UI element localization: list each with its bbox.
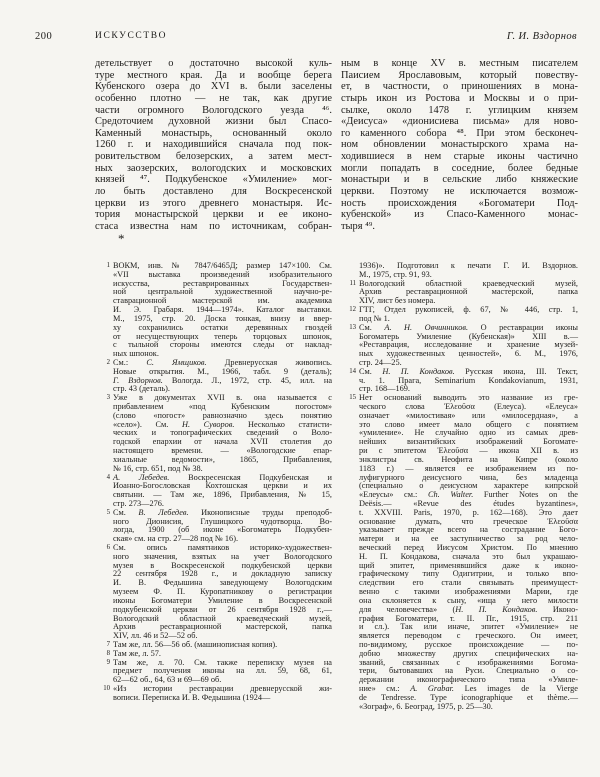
text-line: стаса известна нам по источникам, собран- <box>95 220 332 232</box>
text-line: ри с эпитетом Ἐλεοῦσα — икона XII в. из <box>359 446 578 456</box>
text-line: Там же, лл. 56—56 об. (машинописная копия). <box>113 639 278 649</box>
text-line: de Tendresse. Type iconographique et thème.— <box>359 692 578 702</box>
text-line: ГТГ, Отдел рукописей, ф. 67, № 446, стр. 1, <box>359 305 578 315</box>
footnote-number: 9 <box>106 658 110 666</box>
text-line: является переводом с греческого. Он имеет, <box>359 631 578 641</box>
text-line: матери и на ее заступничество за род чело- <box>359 534 578 544</box>
text-line: детельствует о достаточно высокой куль- <box>95 58 332 69</box>
text-line: и сл.). Так или иначе, эпитет «Умиление» не <box>359 622 578 632</box>
text-line: Новые открытия. М., 1966, табл. 9 (деталь); <box>113 366 332 376</box>
text-line: особенно плотно — не так, как другие <box>95 92 332 104</box>
text-line: XIV, лл. 46 и 52—52 об. <box>113 631 198 641</box>
text-line: ного значения, взятых на учет Вологодского <box>113 551 332 561</box>
text-line: держании иконографического типа «Умиле- <box>359 675 578 685</box>
footnote <box>341 280 578 306</box>
footnote <box>341 306 578 324</box>
footnote <box>95 509 332 544</box>
footnote <box>341 324 578 368</box>
text-line: Нет оснований выводить это название из гре- <box>359 393 578 403</box>
text-line: См. А. Н. Овчинников. О реставрации иконы <box>359 322 579 332</box>
text-line: стырь икон из Ростова и Москвы и о при- <box>341 92 578 104</box>
text-line: ходившиеся в нем старые иконы частично <box>341 151 578 163</box>
text-line: ность происхождения «Богоматери Под- <box>341 197 578 209</box>
text-line: «Деисуса» «дионисиева письма» для ново- <box>341 116 578 128</box>
footnote-number: 11 <box>349 279 356 287</box>
text-line: следствии его стали связывать преимущест- <box>359 578 578 588</box>
footnote <box>95 659 332 685</box>
text-line: Г. Вздорнов. Вологда. Л., 1972, стр. 45, илл. на <box>113 375 333 385</box>
text-line: Там же, л. 57. <box>113 648 161 658</box>
text-line: Каменный монастырь, основанный около <box>95 127 332 139</box>
footnote <box>95 359 332 394</box>
text-line: монастыри и в сельские либо княжеские <box>341 174 578 186</box>
text-line: с тыльной стороны имеются следы от наклад- <box>113 340 332 350</box>
text-line: Deësis.— «Revue des études byzantines», <box>359 498 578 508</box>
footnote-number: 15 <box>349 394 356 402</box>
text-line: го каменного собора ⁴⁸. При этом бесконеч- <box>341 127 578 139</box>
text-line: святыни. — Там же, 1896, Прибавления, № 15, <box>113 490 332 500</box>
text-line: 22 сентября 1928 г., и докладную записку <box>113 569 332 579</box>
footnote-number: 6 <box>106 544 110 551</box>
text-line: по-видимому, русское происхождение — по- <box>359 639 578 649</box>
text-line: искусства, реставрированных Государствен- <box>113 278 332 288</box>
footnote <box>95 474 332 509</box>
text-line: ние» см.: A. Grabar. Les images de la Vierge <box>359 684 578 693</box>
text-line: «Из истории реставрации древнерусской жи- <box>113 684 332 693</box>
text-line: Там же, л. 70. См. также переписку музея на <box>113 657 332 667</box>
text-line: 62—62 об., 64, 63 и 69—69 об. <box>113 675 222 685</box>
footnote-number: 8 <box>106 649 110 657</box>
text-line: ло быть доставлено для Воскресенской <box>95 186 332 198</box>
text-line: энклистры св. Неофита на Кипре (около <box>359 454 578 464</box>
text-line: части огромного Вологодского уезда ⁴⁶. <box>95 104 332 116</box>
main-text-left-column <box>95 58 332 233</box>
text-line: могли попадать в соседние, более бедные <box>341 162 578 174</box>
text-line: Н. П. Кондакова, сначала это был украшаю- <box>359 551 578 561</box>
text-line: луфигурного деисусного чина, без младенца <box>359 472 578 482</box>
footnote <box>341 262 578 280</box>
text-line: князей ⁴⁷. Подкубенское «Умиление» мог- <box>95 174 332 186</box>
text-line: «Зограф», 6. Београд, 1975, р. 25—30. <box>359 701 493 711</box>
text-line: стр. 273—276. <box>113 498 164 508</box>
text-line: «Елеусы» см.: Ch. Walter. Further Notes on the <box>359 490 578 500</box>
text-line: ных художественных ценностей», 6. М., 1976, <box>359 349 578 359</box>
text-line: ном обновлении монастырского храма на- <box>341 139 578 151</box>
text-line: И. Э. Грабаря. 1944—1974». Каталог выставки. <box>113 305 332 315</box>
footnote-number: 10 <box>103 685 110 692</box>
text-line: ных заозерских, вологодских и московских <box>95 162 332 174</box>
text-line: сылке, около 1478 г. углицким князем <box>341 104 578 116</box>
text-line: 1260 г. и находившийся сначала под пок- <box>95 139 332 151</box>
text-line: «VII выставка произведений изобразительного <box>113 269 332 279</box>
text-line: ческих и топографических сведений о Воло- <box>113 428 332 438</box>
text-line: Иоанно-Богословская Кохтошская церкви и их <box>113 481 332 491</box>
text-line: См. опись памятников историко-художествен- <box>113 543 332 552</box>
text-line: ставрационной мастерской им. академика <box>113 296 332 306</box>
text-line: XIV, лист без номера. <box>359 296 436 306</box>
text-line: музея в Воскресенской подкубенской церкви <box>113 560 332 570</box>
text-line: 1183 г.) — является ее изображением из по- <box>359 463 578 473</box>
footnote <box>95 262 332 359</box>
text-line: от несуществующих теперь торцовых шпонок, <box>113 331 332 341</box>
text-line: «село»). См. Н. Суворов. Несколько статисти- <box>113 419 332 429</box>
text-line: 1936)». Подготовил к печати Г. И. Вздорнов. <box>359 261 578 270</box>
running-title: ИСКУССТВО <box>95 31 168 41</box>
text-line: Вологодский областной краеведческий музей, <box>113 613 332 623</box>
footnote-number: 7 <box>106 640 110 648</box>
text-line: предмет получения иконы на лл. 59, 68, 61, <box>113 666 332 676</box>
text-line: «Реставрация, исследование и хранение музей- <box>359 340 578 350</box>
text-line: годской епархии от начала XVII столетия до <box>113 437 332 447</box>
text-line: Кубенского озера до XVI в. были заселены <box>95 81 332 93</box>
text-line: Вологодский областной краеведческий музей, <box>359 278 578 288</box>
text-line: стр. 24—25. <box>359 357 402 367</box>
footnote-number: 2 <box>106 358 110 366</box>
text-line: она склоняется к сыну, «ища у него милости <box>359 595 578 605</box>
text-line: ческого слова Ἐλεοῦσα (Елеуса). «Елеуса» <box>359 402 578 411</box>
footnote-number: 4 <box>106 473 110 481</box>
text-line: См. В. Лебедев. Иконописные труды преподоб- <box>113 507 332 517</box>
footnote-number: 12 <box>349 306 356 314</box>
text-line: ровительством белозерских, а затем мест- <box>95 151 332 163</box>
text-line: тория монастырской церкви и ее иконо- <box>95 209 332 221</box>
text-line: званий, связанных с изображениями Богома- <box>359 657 578 667</box>
footnote <box>95 685 332 703</box>
running-author: Г. И. Вздорнов <box>506 31 577 42</box>
text-line: это слово имеет мало общего с понятием <box>359 419 578 429</box>
text-line: t. XXVIII. Paris, 1970, p. 162—168). Это дает <box>359 507 578 517</box>
text-line: венно с такими изображениями Марии, где <box>359 587 578 597</box>
text-line: № 16, стр. 651, под № 38. <box>113 463 203 473</box>
text-line: ч. 1. Прага, Seminarium Kondakovianum, 1931, <box>359 375 578 385</box>
footnote-number: 14 <box>349 367 356 375</box>
text-line: ной центральной художественной научно-ре- <box>113 287 332 297</box>
text-line: под № 1. <box>359 313 390 323</box>
footnote-number: 1 <box>106 262 110 269</box>
text-line: ская» см. на стр. 27—28 под № 16). <box>113 534 239 544</box>
text-line: М., 1975, стр. 20. Доска тонкая, внизу и ввер- <box>113 313 332 323</box>
text-line: указывает прежде всего на сострадание Бого- <box>359 525 578 535</box>
footnote <box>95 394 332 473</box>
text-line: графия Богоматери, т. II. Пг., 1915, стр. 211 <box>359 613 578 623</box>
text-line: кубенской» из Спасо-Каменного монас- <box>341 209 578 221</box>
text-line: прибавлением «под Кубенским погостом» <box>113 402 332 411</box>
text-line: См.: С. Ямщиков. Древнерусская живопись. <box>113 357 332 367</box>
text-line: См. Н. П. Кондаков. Русская икона, III. Текст, <box>359 366 578 376</box>
footnotes-left-column <box>95 262 332 703</box>
text-line: Архив реставрационной мастерской, папка <box>113 622 332 632</box>
text-line: подкубенской церкви от 26 сентября 1928 г.,— <box>113 604 332 614</box>
footnote-number: 13 <box>349 323 356 331</box>
text-line: «умиление». Не случайно одно из самых древ- <box>359 428 578 438</box>
text-line: ных шпонок. <box>113 349 159 359</box>
text-line: ВОКМ, инв. № 7847/6465Д; размер 147×100. См. <box>113 261 332 270</box>
text-line: ным в конце XV в. местным писателем <box>341 58 578 69</box>
text-line: нейших византийских изображений Богомате- <box>359 437 578 447</box>
footnotes-right-column <box>341 262 578 711</box>
text-line: музеем Ф. П. Куропатникову о регистрации <box>113 587 332 597</box>
text-line: Богоматерь Умиление (Кубенская)» XIII в.— <box>359 331 578 341</box>
main-text-right-column <box>341 58 578 233</box>
text-line: щий эпитет, применявшийся даже к иконо- <box>359 560 578 570</box>
text-line: ху сохранились остатки деревянных гвоздей <box>113 322 332 332</box>
text-line: церкви из этого древнего монастыря. Ис- <box>95 197 332 209</box>
text-line: иконы Богоматери Умиление в Воскресенской <box>113 595 332 605</box>
text-line: ного Дионисия, Глушицкого чудотворца. Во- <box>113 516 332 526</box>
text-line: хиальные ведомости», 1865, Прибавления, <box>113 454 332 464</box>
text-line: туре местного края. Да и вообще берега <box>95 69 332 81</box>
text-line: М., 1975, стр. 91, 93. <box>359 269 432 279</box>
text-line: тыря ⁴⁹. <box>341 220 375 232</box>
page-number: 200 <box>35 31 53 42</box>
text-line: вописи. Переписка И. В. Федышина (1924— <box>113 692 271 702</box>
footnote <box>95 544 332 641</box>
footnote-number: 5 <box>106 508 110 516</box>
text-line: Паисием Ярославовым, который повеству- <box>341 69 578 81</box>
text-line: означает «милостивая» или «милосердная», а <box>359 410 578 420</box>
footnote <box>341 394 578 711</box>
text-line: веческий перед Иисусом Христом. По мнению <box>359 543 578 552</box>
text-line: И. В. Федышина заведующему Вологодским <box>113 578 332 588</box>
text-line: графическому типу Одигитрии, и только впо- <box>359 569 578 579</box>
text-line: для человечества» (Н. П. Кондаков. Иконо- <box>359 604 578 614</box>
footnote-number: 3 <box>106 394 110 402</box>
text-line: Уже в документах XVII в. она называется с <box>113 393 332 403</box>
footnote <box>341 368 578 394</box>
text-line: добно множеству других специфических на- <box>359 648 578 658</box>
text-line: ет, в частности, о приношениях в мона- <box>341 81 578 93</box>
text-line: стр. 168—169. <box>359 384 410 394</box>
text-line: Средоточием духовной жизни был Спасо- <box>95 116 332 128</box>
text-line: (слово «погост» равнозначно здесь понятию <box>113 410 332 420</box>
text-line: А. Лебедев. Воскресенская Подкубенская и <box>113 472 332 482</box>
text-line: Архив реставрационной мастерской, папка <box>359 287 578 297</box>
text-line: церкви. Поэтому не исключается возмож- <box>341 186 578 198</box>
text-line: стр. 43 (деталь). <box>113 384 170 394</box>
text-line: тери, бытовавших на Руси. Специально о со- <box>359 666 578 676</box>
text-line: логда, 1900 (об иконе «Богоматерь Подкубен- <box>113 525 332 535</box>
text-line: (специально о деисусном характере кипрской <box>359 481 578 491</box>
text-line: настоящего времени. — «Вологодские епар- <box>113 446 332 456</box>
text-line: основание думать, что греческое Ἐλεοῦσα <box>359 516 578 526</box>
footnote-separator: * <box>118 231 125 246</box>
